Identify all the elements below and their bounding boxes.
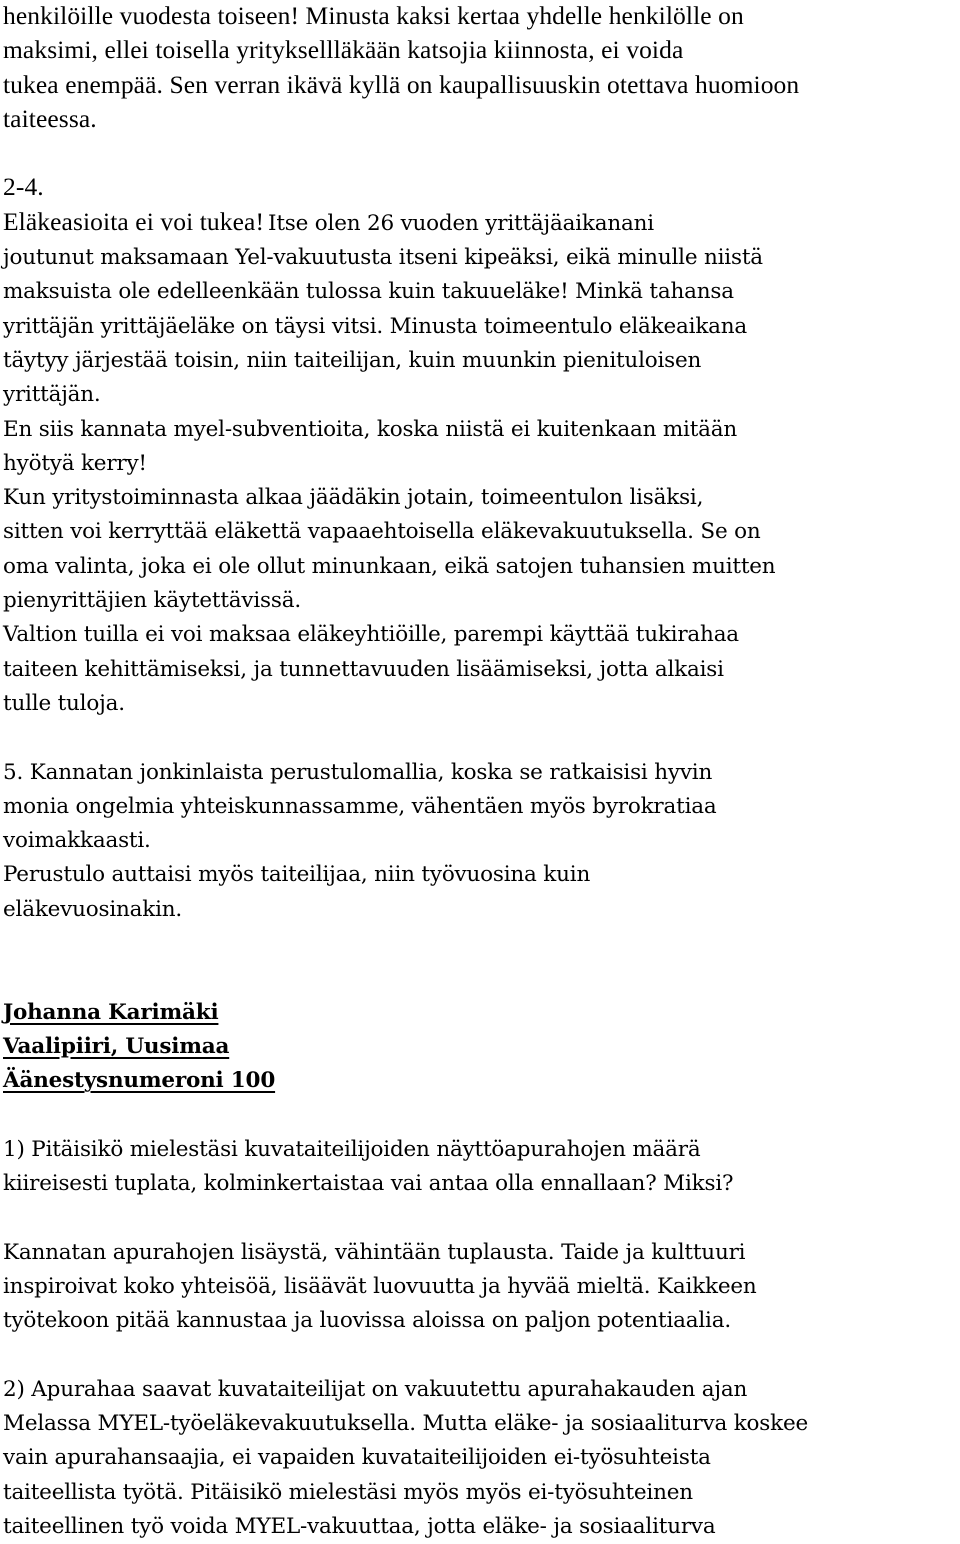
spacer [3,1201,955,1235]
section-2-4-paragraph-4: Valtion tuilla ei voi maksaa eläkeyhtiöille, parempi käyttää tukirahaa taiteen kehittämiseksi, ja tunnettavuuden lisäämiseksi, jotta alkaisi tulle tuloja. [3,622,739,716]
intro-paragraph: henkilöille vuodesta toiseen! Minusta kaksi kertaa yhdelle henkilölle on maksimi, ellei toisella yrityksellläkään katsojia kiinnosta, ei voida tukea enempää. Sen verran ikävä kyllä on kaupallisuuskin otettava huomioon taiteessa. [3,1,800,133]
section-5-paragraph-1: 5. Kannatan jonkinlaista perustulomallia, koska se ratkaisisi hyvin monia ongelmia yhteiskunnassamme, vähentäen myös byrokratiaa voimakkaasti. [3,759,717,854]
candidate-number: Äänestysnumeroni 100 [3,1068,276,1094]
document-page [3,0,955,1544]
question-2: 2) Apurahaa saavat kuvataiteilijat on vakuutettu apurahakauden ajan Melassa MYEL-työeläkevakuutuksella. Mutta eläke- ja sosiaaliturva koskee vain apurahansaajia, ei vapaiden kuvataiteilijoiden ei-työsuhteista taiteellista työtä. Pitäisikö mielestäsi myös myös ei-työsuhteinen taiteellinen työ voida MYEL-vakuuttaa, jotta eläke- ja sosiaaliturva [3,1376,808,1540]
section-2-4-lead-sentence: Eläkeasioita ei voi tukea! [3,206,265,236]
candidate-district: Vaalipiiri, Uusimaa [3,1033,230,1059]
spacer [3,1099,955,1133]
section-2-4-paragraph-3: Kun yritystoiminnasta alkaa jäädäkin jotain, toimeentulon lisäksi, sitten voi kerryttää eläkettä vapaaehtoisella eläkevakuutuksella. Se on oma valinta, joka ei ole ollut minunkaan, eikä satojen tuhansien muitten pienyrittäjien käytettävissä. [3,485,776,614]
spacer [3,136,955,170]
spacer [3,1339,955,1373]
spacer [3,721,955,755]
section-5-paragraph-2: Perustulo auttaisi myös taiteilijaa, niin työvuosina kuin eläkevuosinakin. [3,862,591,922]
candidate-name: Johanna Karimäki [3,999,219,1025]
section-2-4-body: Itse olen 26 vuoden yrittäjäaikanani joutunut maksamaan Yel-vakuutusta itseni kipeäksi, eikä minulle niistä maksuista ole edelleenkään tulossa kuin takuueläke! Minkä tahansa yrittäjän yrittäjäeläke on täysi vitsi. Minusta toimeentulo eläkeaikana täytyy järjestää toisin, niin taiteilijan, kuin muunkin pienituloisen yrittäjän. [3,210,763,408]
question-1: 1) Pitäisikö mielestäsi kuvataiteilijoiden näyttöapurahojen määrä kiireisesti tuplata, kolminkertaistaa vai antaa olla ennallaan? Miksi? [3,1136,734,1197]
answer-1: Kannatan apurahojen lisäystä, vähintään tuplausta. Taide ja kulttuuri inspiroivat koko yhteisöä, lisäävät luovuutta ja hyvää mieltä. Kaikkeen työtekoon pitää kannustaa ja luovissa aloissa on paljon potentiaalia. [3,1239,757,1334]
section-2-4-paragraph-2: En siis kannata myel-subventioita, koska niistä ei kuitenkaan mitään hyötyä kerry! [3,416,738,476]
spacer [3,927,955,996]
section-number-2-4: 2-4. [3,172,44,202]
section-2-4-paragraph-1 [3,205,955,413]
